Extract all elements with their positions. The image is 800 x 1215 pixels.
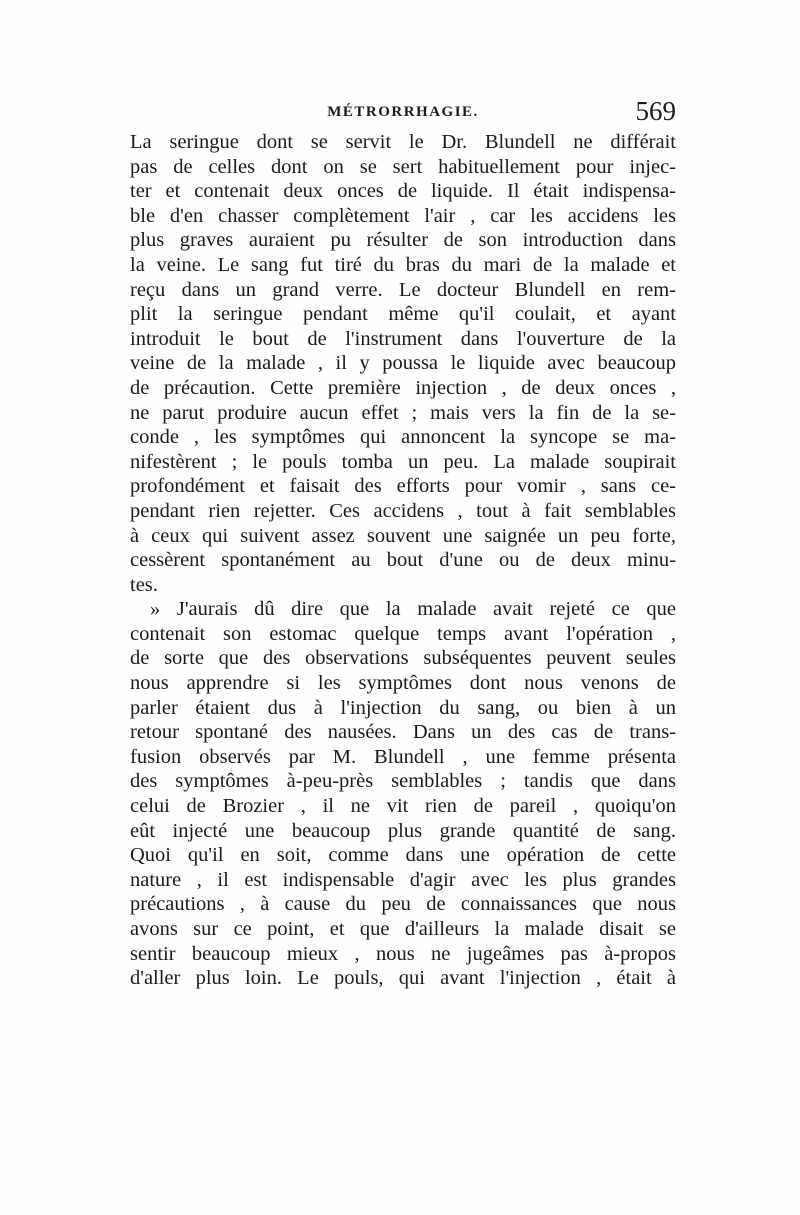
text-line: tes. — [130, 573, 158, 596]
text-line: reçu dans un grand verre. Le docteur Blundell en rem- — [130, 278, 676, 301]
text-line: contenait son estomac quelque temps avant l'opération , — [130, 622, 676, 645]
text-line: conde , les symptômes qui annoncent la syncope se ma- — [130, 426, 676, 449]
text-line: à ceux qui suivent assez souvent une saignée un peu forte, — [130, 524, 676, 547]
page-number: 569 — [635, 96, 676, 126]
text-line: celui de Brozier , il ne vit rien de pareil , quoiqu'on — [130, 795, 676, 818]
paragraph-2 — [130, 597, 676, 991]
text-line: d'aller plus loin. Le pouls, qui avant l'injection , était à — [130, 967, 676, 990]
text-line: ter et contenait deux onces de liquide. Il était indispensa- — [130, 180, 676, 203]
text-line: précautions , à cause du peu de connaissances que nous — [130, 893, 676, 916]
text-line: introduit le bout de l'instrument dans l'ouverture de la — [130, 327, 676, 350]
text-line: » J'aurais dû dire que la malade avait rejeté ce que — [150, 598, 676, 621]
text-line: parler étaient dus à l'injection du sang, ou bien à un — [130, 696, 676, 719]
text-line: retour spontané des nausées. Dans un des cas de trans- — [130, 721, 676, 744]
text-line: cessèrent spontanément au bout d'une ou de deux minu- — [130, 549, 676, 572]
text-line: ne parut produire aucun effet ; mais vers la fin de la se- — [130, 401, 676, 424]
text-line: plit la seringue pendant même qu'il coulait, et ayant — [130, 303, 676, 326]
text-line: avons sur ce point, et que d'ailleurs la malade disait se — [130, 918, 676, 940]
text-line: profondément et faisait des efforts pour vomir , sans ce- — [130, 475, 676, 498]
paragraph-1 — [130, 130, 676, 597]
text-line: sentir beaucoup mieux , nous ne jugeâmes pas à-propos — [130, 942, 676, 965]
text-line: La seringue dont se servit le Dr. Blundell ne différait — [130, 131, 676, 153]
chapter-title: MÉTRORRHAGIE. — [327, 104, 479, 120]
text-line: de sorte que des observations subséquentes peuvent seules — [130, 647, 676, 670]
text-line: nous apprendre si les symptômes dont nous venons de — [130, 672, 676, 695]
body-text — [130, 130, 676, 991]
text-line: nifestèrent ; le pouls tomba un peu. La malade soupirait — [130, 450, 676, 473]
text-line: pendant rien rejetter. Ces accidens , tout à fait semblables — [130, 499, 676, 522]
text-line: ble d'en chasser complètement l'air , car les accidens les — [130, 204, 676, 227]
text-line: fusion observés par M. Blundell , une femme présenta — [130, 745, 676, 768]
text-line: nature , il est indispensable d'agir avec les plus grandes — [130, 868, 676, 891]
text-line: la veine. Le sang fut tiré du bras du mari de la malade et — [130, 253, 676, 276]
text-line: des symptômes à-peu-près semblables ; tandis que dans — [130, 770, 676, 793]
text-line: pas de celles dont on se sert habituellement pour injec- — [130, 155, 676, 178]
text-line: Quoi qu'il en soit, comme dans une opération de cette — [130, 844, 676, 867]
text-line: plus graves auraient pu résulter de son introduction dans — [130, 229, 676, 252]
text-line: de précaution. Cette première injection , de deux onces , — [130, 376, 676, 399]
text-line: eût injecté une beaucoup plus grande quantité de sang. — [130, 819, 676, 842]
text-line: veine de la malade , il y poussa le liquide avec beaucoup — [130, 352, 676, 375]
